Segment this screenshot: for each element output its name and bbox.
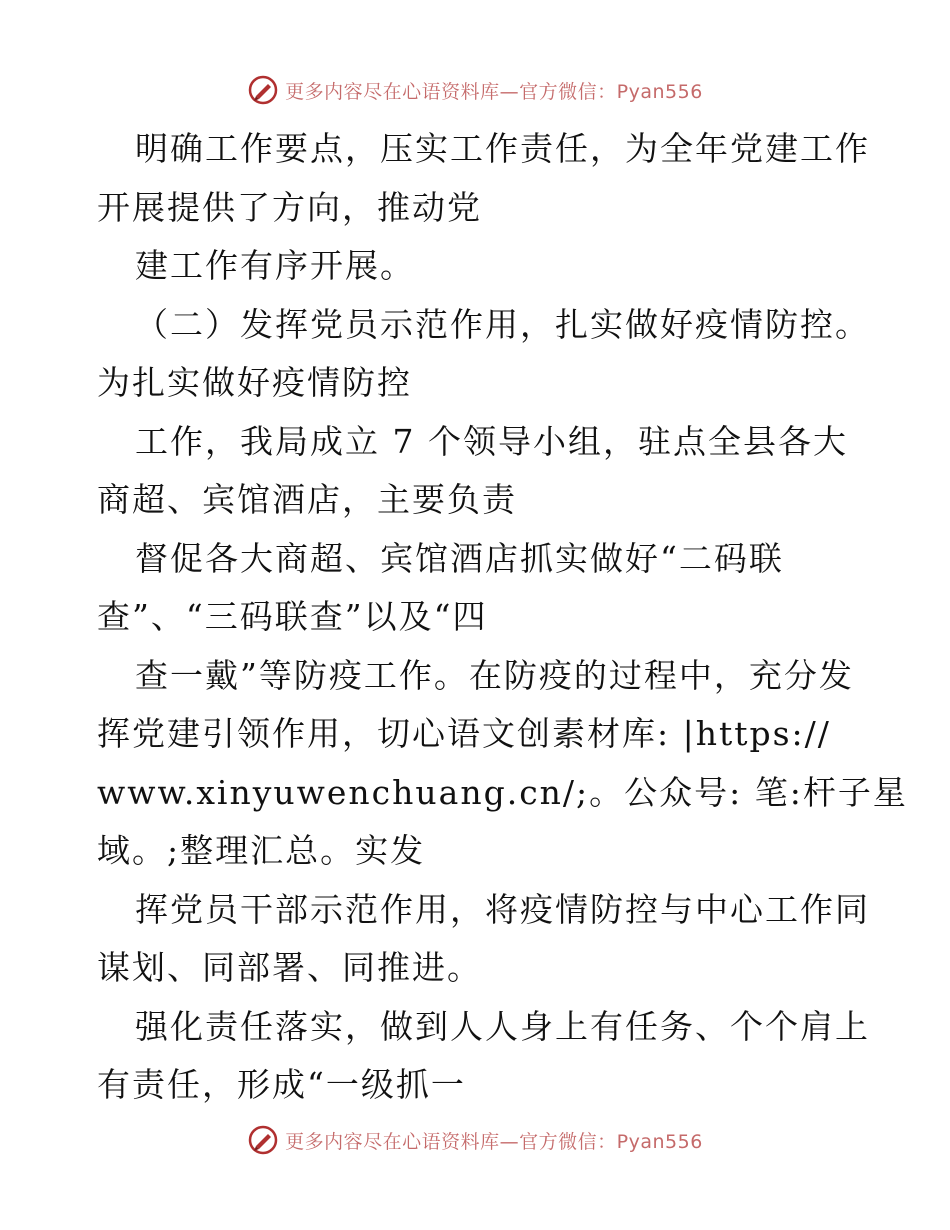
pen-logo-icon [247, 74, 279, 106]
pen-logo-icon [247, 1124, 279, 1156]
text-line: （二）发挥党员示范作用，扎实做好疫情防控。 [135, 304, 870, 344]
text-line: 挥党员干部示范作用，将疫情防控与中心工作同 [135, 889, 870, 929]
text-line: 建工作有序开展。 [135, 246, 415, 285]
text-line: www.xinyuwenchuang.cn/;。公众号: 笔:杆子星 [97, 772, 908, 812]
header-banner [0, 70, 950, 110]
text-line: 挥党建引领作用，切心语文创素材库: |https:// [97, 714, 831, 753]
footer-banner [0, 1120, 950, 1160]
text-line: 查”、“三码联查”以及“四 [97, 597, 488, 636]
text-line: 督促各大商超、宾馆酒店抓实做好“二码联 [135, 538, 784, 578]
text-line: 谋划、同部署、同推进。 [97, 948, 482, 987]
text-line: 强化责任落实，做到人人身上有任务、个个肩上 [135, 1006, 870, 1046]
text-line: 明确工作要点，压实工作责任，为全年党建工作 [135, 129, 870, 168]
text-line: 开展提供了方向，推动党 [97, 187, 482, 227]
document-body [97, 120, 908, 1115]
text-line: 工作，我局成立 7 个领导小组，驻点全县各大 [135, 421, 848, 461]
header-banner-text: 更多内容尽在心语资料库—官方微信：Pyan556 [285, 80, 703, 103]
text-line: 为扎实做好疫情防控 [97, 363, 412, 402]
footer-banner-text: 更多内容尽在心语资料库—官方微信：Pyan556 [285, 1130, 703, 1153]
text-line: 有责任，形成“一级抓一 [97, 1065, 466, 1104]
text-line: 商超、宾馆酒店，主要负责 [97, 480, 517, 519]
text-line: 查一戴”等防疫工作。在防疫的过程中，充分发 [135, 655, 854, 695]
text-line: 域。;整理汇总。实发 [97, 831, 426, 870]
